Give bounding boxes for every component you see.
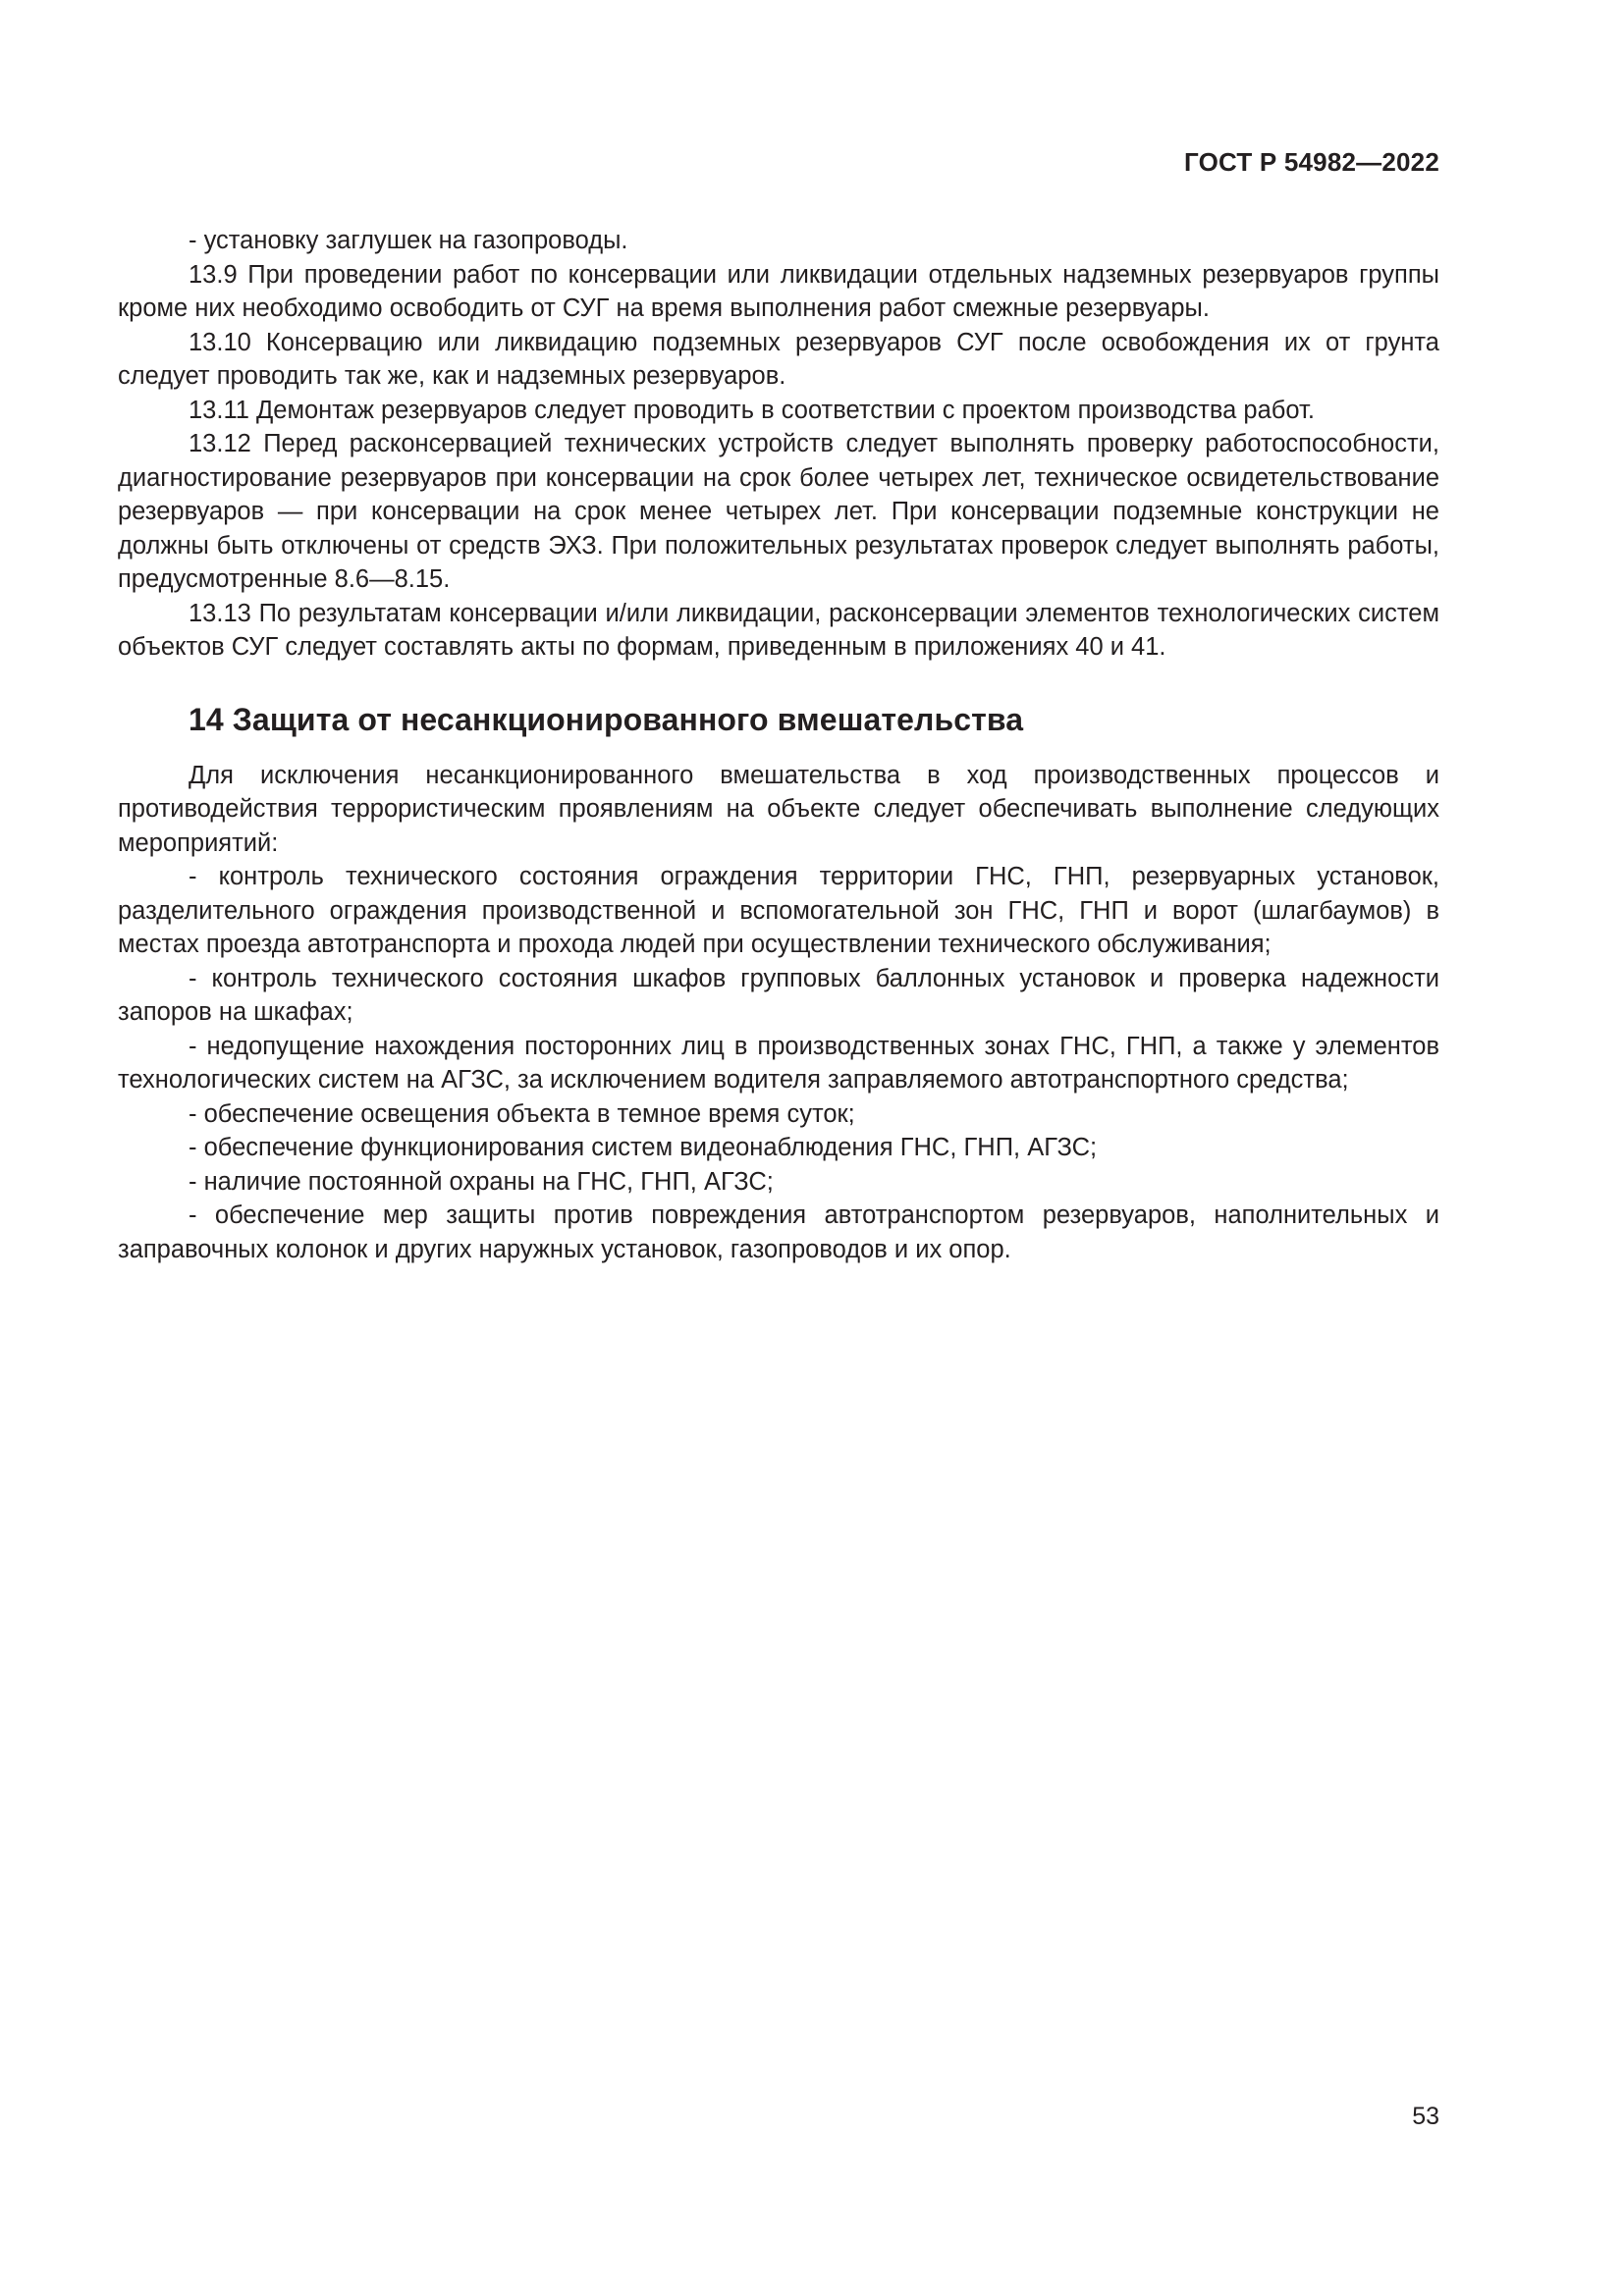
paragraph-13-10: 13.10 Консервацию или ликвидацию подземных резервуаров СУГ после освобождения их от грунта следует проводить так же, как и надземных резервуаров. [118, 328, 1439, 390]
page-number: 53 [1412, 2103, 1439, 2130]
paragraph-13-12: 13.12 Перед расконсервацией технических устройств следует выполнять проверку работоспособности, диагностирование резервуаров при консервации на срок более четырех лет, техническое освидетельствование резервуаров — при консервации на срок менее четырех лет. При консервации подземные конструкции не должны быть отключены от средств ЭХЗ. При положительных результатах проверок следует выполнять работы, предусмотренные 8.6—8.15. [118, 430, 1439, 593]
page-body [118, 224, 1439, 1266]
section-14-list-item: - обеспечение функционирования систем видеонаблюдения ГНС, ГНП, АГЗС; [189, 1134, 1098, 1161]
section-14-heading: 14 Защита от несанкционированного вмешательства [189, 701, 1024, 737]
section-14-list-item: - недопущение нахождения посторонних лиц в производственных зонах ГНС, ГНП, а также у элементов технологических систем на АГЗС, за исключением водителя заправляемого автотранспортного средства; [118, 1032, 1439, 1094]
section-14-list-item: - обеспечение мер защиты против повреждения автотранспортом резервуаров, наполнительных и заправочных колонок и других наружных установок, газопроводов и их опор. [118, 1201, 1439, 1263]
paragraph-list-item: - установку заглушек на газопроводы. [189, 227, 628, 254]
section-14-list-item: - контроль технического состояния шкафов групповых баллонных установок и проверка надежности запоров на шкафах; [118, 964, 1439, 1026]
document-code-header: ГОСТ Р 54982—2022 [1184, 147, 1439, 177]
paragraph-13-13: 13.13 По результатам консервации и/или ликвидации, расконсервации элементов технологических систем объектов СУГ следует составлять акты по формам, приведенным в приложениях 40 и 41. [118, 599, 1439, 661]
section-14-list-item: - контроль технического состояния ограждения территории ГНС, ГНП, резервуарных установок, разделительного ограждения производственной и вспомогательной зон ГНС, ГНП и ворот (шлагбаумов) в местах проезда автотранспорта и прохода людей при осуществлении технического обслуживания; [118, 863, 1439, 958]
section-14-list-item: - обеспечение освещения объекта в темное время суток; [189, 1099, 855, 1128]
section-14-intro: Для исключения несанкционированного вмешательства в ход производственных процессов и противодействия террористическим проявлениям на объекте следует обеспечивать выполнение следующих мероприятий: [118, 761, 1439, 857]
section-14-list-item: - наличие постоянной охраны на ГНС, ГНП, АГЗС; [189, 1167, 774, 1196]
paragraph-13-9: 13.9 При проведении работ по консервации или ликвидации отдельных надземных резервуаров группы кроме них необходимо освободить от СУГ на время выполнения работ смежные резервуары. [118, 260, 1439, 322]
paragraph-13-11: 13.11 Демонтаж резервуаров следует проводить в соответствии с проектом производства работ. [189, 396, 1315, 424]
